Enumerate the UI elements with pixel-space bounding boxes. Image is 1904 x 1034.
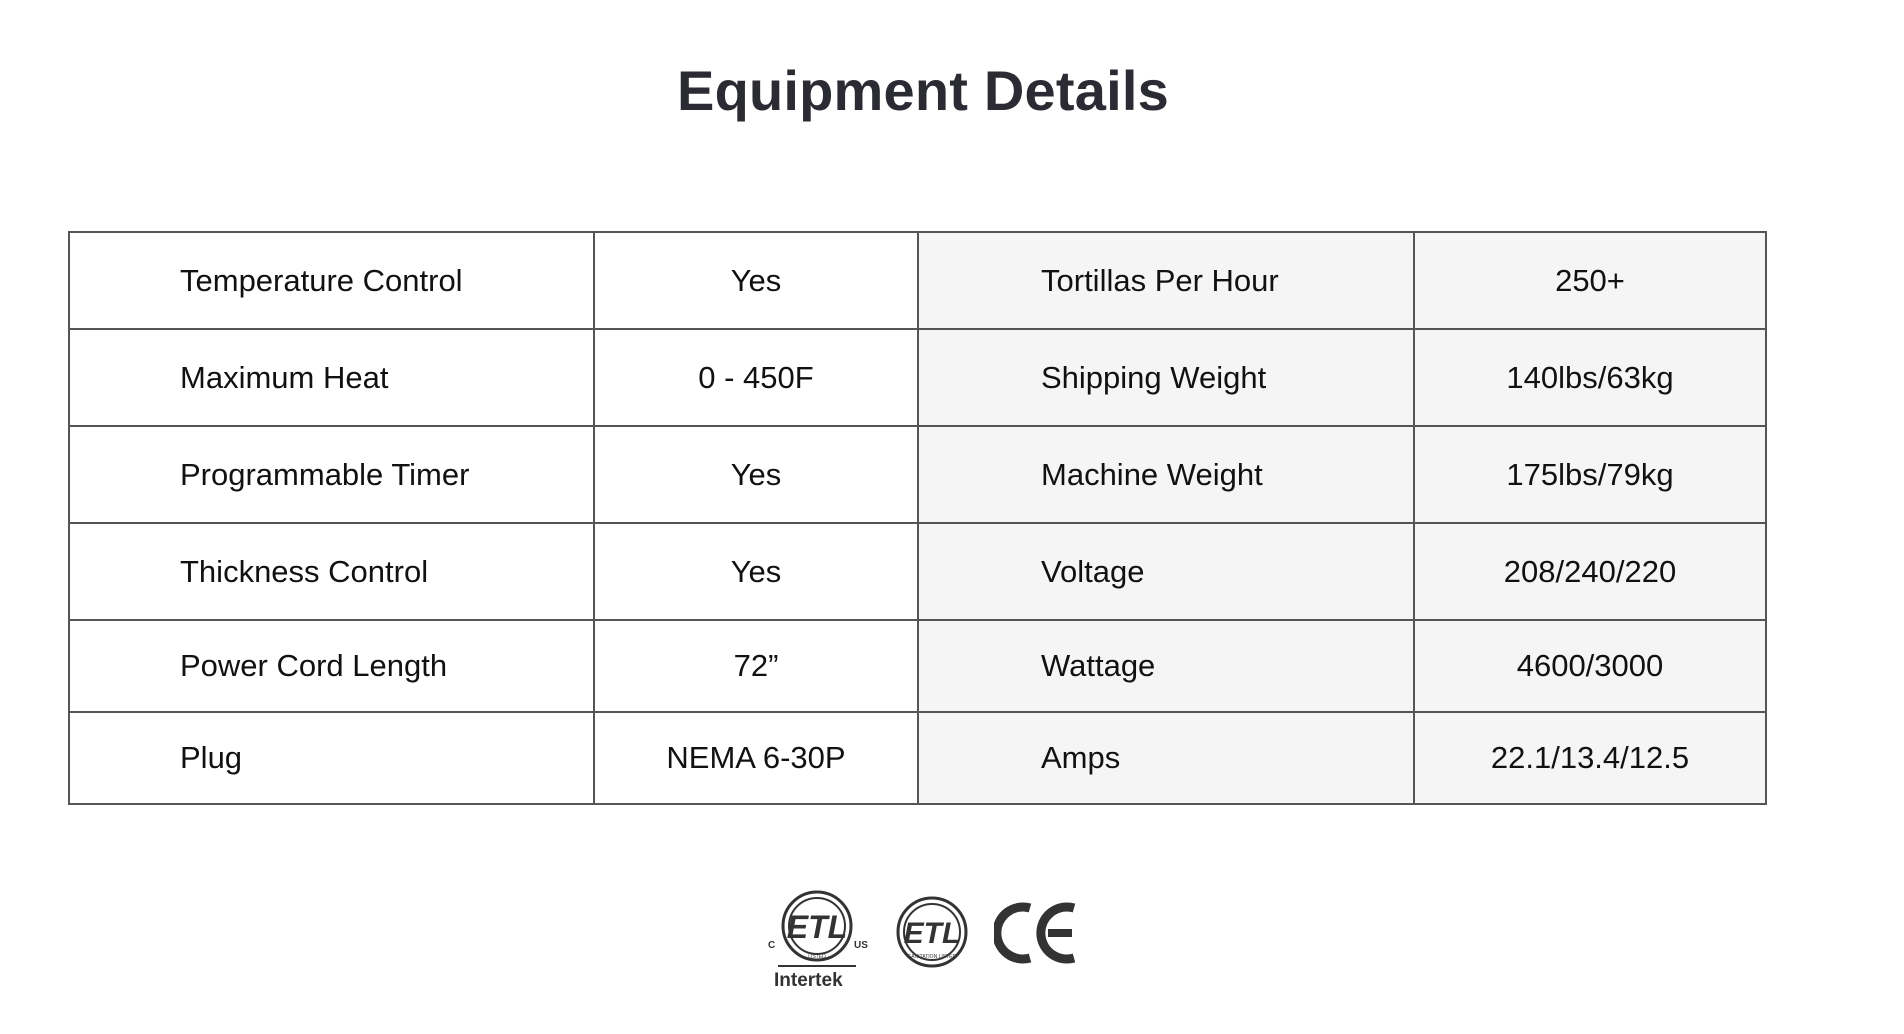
- certification-logos: [762, 886, 1092, 996]
- spec-value: 175lbs/79kg: [1414, 426, 1766, 523]
- spec-label: Thickness Control: [69, 523, 594, 620]
- table-row: [69, 426, 1766, 523]
- spec-label: Tortillas Per Hour: [918, 232, 1414, 329]
- table-row: [69, 620, 1766, 712]
- spec-label: Machine Weight: [918, 426, 1414, 523]
- spec-label: Wattage: [918, 620, 1414, 712]
- spec-value: 72”: [594, 620, 918, 712]
- spec-label: Maximum Heat: [69, 329, 594, 426]
- etl-listed-icon: [762, 886, 872, 970]
- spec-value: 250+: [1414, 232, 1766, 329]
- table-row: [69, 329, 1766, 426]
- etl-c-mark: C: [768, 940, 776, 951]
- spec-label: Voltage: [918, 523, 1414, 620]
- intertek-label: Intertek: [774, 970, 843, 991]
- spec-value: 208/240/220: [1414, 523, 1766, 620]
- etl-sanitation-icon: [894, 894, 970, 970]
- svg-text:ETL: ETL: [903, 917, 961, 950]
- table-row: [69, 232, 1766, 329]
- spec-value: 0 - 450F: [594, 329, 918, 426]
- etl-listed-text: LISTED: [808, 954, 826, 960]
- spec-label: Shipping Weight: [918, 329, 1414, 426]
- spec-value: Yes: [594, 523, 918, 620]
- etl-sanitation-text: SANITATION LISTED: [907, 954, 957, 960]
- svg-text:ETL: ETL: [786, 909, 848, 945]
- spec-value: 22.1/13.4/12.5: [1414, 712, 1766, 804]
- table-row: [69, 712, 1766, 804]
- spec-label: Temperature Control: [69, 232, 594, 329]
- etl-us-mark: US: [854, 940, 868, 951]
- page-title: Equipment Details: [677, 59, 1169, 122]
- spec-label: Power Cord Length: [69, 620, 594, 712]
- spec-label: Amps: [918, 712, 1414, 804]
- spec-value: Yes: [594, 426, 918, 523]
- spec-label: Programmable Timer: [69, 426, 594, 523]
- spec-value: Yes: [594, 232, 918, 329]
- specs-table: [68, 231, 1767, 805]
- spec-value: 140lbs/63kg: [1414, 329, 1766, 426]
- spec-value: 4600/3000: [1414, 620, 1766, 712]
- table-row: [69, 523, 1766, 620]
- ce-mark-icon: [994, 900, 1084, 966]
- spec-value: NEMA 6-30P: [594, 712, 918, 804]
- spec-label: Plug: [69, 712, 594, 804]
